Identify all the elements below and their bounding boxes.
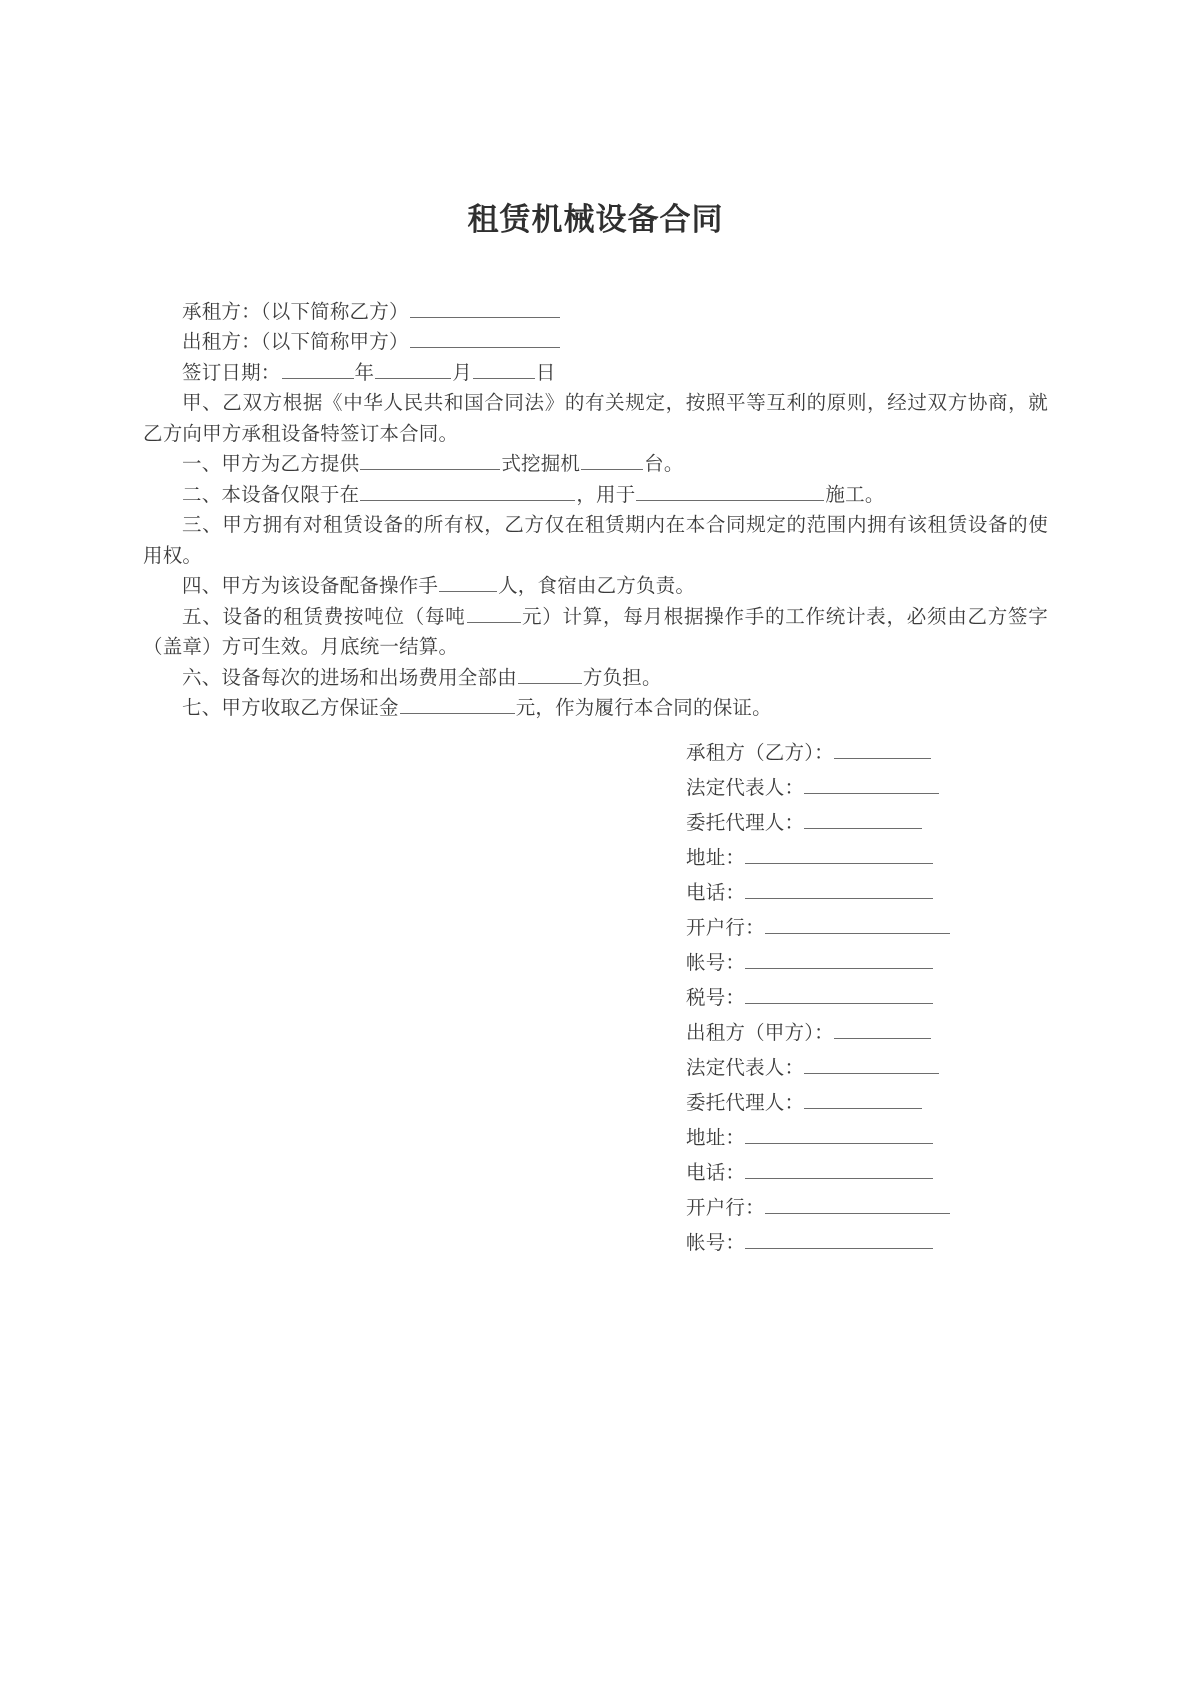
clause-4 <box>143 571 1048 602</box>
signature-row <box>686 840 1016 875</box>
signature-row <box>686 1225 1016 1260</box>
signature-row-field[interactable] <box>804 1091 922 1109</box>
lessee-name-field[interactable] <box>410 300 560 318</box>
signature-row-label: 电话： <box>686 1161 746 1184</box>
clause-1-text-c: 台。 <box>644 452 684 476</box>
signature-row-label: 帐号： <box>686 951 746 974</box>
clause-7-text-a: 七、甲方收取乙方保证金 <box>182 696 399 720</box>
signature-row <box>686 1155 1016 1190</box>
deposit-amount-field[interactable] <box>400 696 515 714</box>
clause-6-text-a: 六、设备每次的进场和出场费用全部由 <box>182 665 517 689</box>
signing-month-field[interactable] <box>375 361 451 379</box>
clause-3: 三、甲方拥有对租赁设备的所有权，乙方仅在租赁期内在本合同规定的范围内拥有该租赁设备的使用权。 <box>143 513 1048 567</box>
month-unit: 月 <box>452 360 472 384</box>
clause-list <box>143 449 1048 724</box>
excavator-quantity-field[interactable] <box>581 452 643 470</box>
lessor-name-field[interactable] <box>410 330 560 348</box>
party-block <box>143 297 1048 450</box>
signature-row-field[interactable] <box>745 951 933 969</box>
signature-row-label: 法定代表人： <box>686 1056 805 1079</box>
clause-7 <box>143 693 1048 724</box>
signature-row-label: 税号： <box>686 986 746 1009</box>
signature-row <box>686 1190 1016 1225</box>
clause-4-text-a: 四、甲方为该设备配备操作手 <box>182 574 439 598</box>
signature-row <box>686 735 1016 770</box>
excavator-type-field[interactable] <box>360 452 500 470</box>
clause-4-text-b: 人，食宿由乙方负责。 <box>498 574 696 598</box>
signature-row-label: 法定代表人： <box>686 776 805 799</box>
lessee-label: 承租方：（以下简称乙方） <box>182 299 409 323</box>
clause-2 <box>143 480 1048 511</box>
construction-use-field[interactable] <box>636 483 824 501</box>
transport-fee-payer-field[interactable] <box>518 666 582 684</box>
signature-row-label: 开户行： <box>686 1196 765 1219</box>
clause-2-text-c: 施工。 <box>825 482 885 506</box>
clause-2-text-a: 二、本设备仅限于在 <box>182 482 360 506</box>
signature-row-label: 电话： <box>686 881 746 904</box>
operator-count-field[interactable] <box>439 574 497 592</box>
signature-block <box>686 735 1016 1260</box>
signing-date-line <box>143 358 1048 389</box>
signature-row-field[interactable] <box>765 1196 950 1214</box>
signature-row-field[interactable] <box>804 1056 939 1074</box>
clause-1 <box>143 449 1048 480</box>
signature-row <box>686 910 1016 945</box>
clause-1-text-a: 一、甲方为乙方提供 <box>182 452 360 476</box>
signature-row <box>686 980 1016 1015</box>
clause-5-text-a: 五、设备的租赁费按吨位（每吨 <box>182 604 466 628</box>
clause-5-text-b: 元）计算，每月根据操作手的工作统计表，必须由乙方签字（盖章）方可生效。月底统一结算。 <box>143 604 1048 659</box>
signature-row-label: 委托代理人： <box>686 811 805 834</box>
clause-7-text-b: 元，作为履行本合同的保证。 <box>515 696 772 720</box>
signing-date-label: 签订日期： <box>182 360 281 384</box>
signature-row-field[interactable] <box>745 881 933 899</box>
price-per-ton-field[interactable] <box>467 605 521 623</box>
signature-row <box>686 1050 1016 1085</box>
signature-row-field[interactable] <box>745 1231 933 1249</box>
signature-row <box>686 1015 1016 1050</box>
signature-row-field[interactable] <box>834 1021 931 1039</box>
signature-row-label: 地址： <box>686 846 746 869</box>
signature-row-field[interactable] <box>834 741 931 759</box>
signature-row-label: 地址： <box>686 1126 746 1149</box>
document-body <box>143 0 1048 724</box>
signature-row <box>686 1120 1016 1155</box>
clause-6 <box>143 663 1048 694</box>
clause-2-text-b: ，用于 <box>576 482 636 506</box>
day-unit: 日 <box>535 360 556 384</box>
signing-day-field[interactable] <box>473 361 535 379</box>
site-location-field[interactable] <box>360 483 575 501</box>
signature-row-field[interactable] <box>765 916 950 934</box>
signature-row <box>686 805 1016 840</box>
signature-row-field[interactable] <box>745 986 933 1004</box>
year-unit: 年 <box>354 360 375 384</box>
lessor-label: 出租方：（以下简称甲方） <box>182 330 409 354</box>
signature-row-field[interactable] <box>745 1126 933 1144</box>
signing-year-field[interactable] <box>282 361 354 379</box>
signature-row-label: 承租方（乙方）： <box>686 741 834 764</box>
signature-row <box>686 875 1016 910</box>
page-title: 租赁机械设备合同 <box>467 202 724 238</box>
clause-6-text-b: 方负担。 <box>582 665 662 689</box>
signature-row-field[interactable] <box>745 846 933 864</box>
signature-row-field[interactable] <box>745 1161 933 1179</box>
preamble-paragraph: 甲、乙双方根据《中华人民共和国合同法》的有关规定，按照平等互利的原则，经过双方协商，就乙方向甲方承租设备特签订本合同。 <box>143 391 1048 445</box>
signature-row-label: 开户行： <box>686 916 765 939</box>
signature-row <box>686 770 1016 805</box>
signature-row <box>686 1085 1016 1120</box>
clause-1-text-b: 式挖掘机 <box>501 452 581 476</box>
signature-row-field[interactable] <box>804 776 939 794</box>
lessee-line <box>143 297 1048 328</box>
clause-5 <box>143 602 1048 663</box>
signature-row-label: 委托代理人： <box>686 1091 805 1114</box>
signature-row-field[interactable] <box>804 811 922 829</box>
signature-row-label: 出租方（甲方）： <box>686 1021 834 1044</box>
signature-row <box>686 945 1016 980</box>
signature-row-label: 帐号： <box>686 1231 746 1254</box>
lessor-line <box>143 327 1048 358</box>
